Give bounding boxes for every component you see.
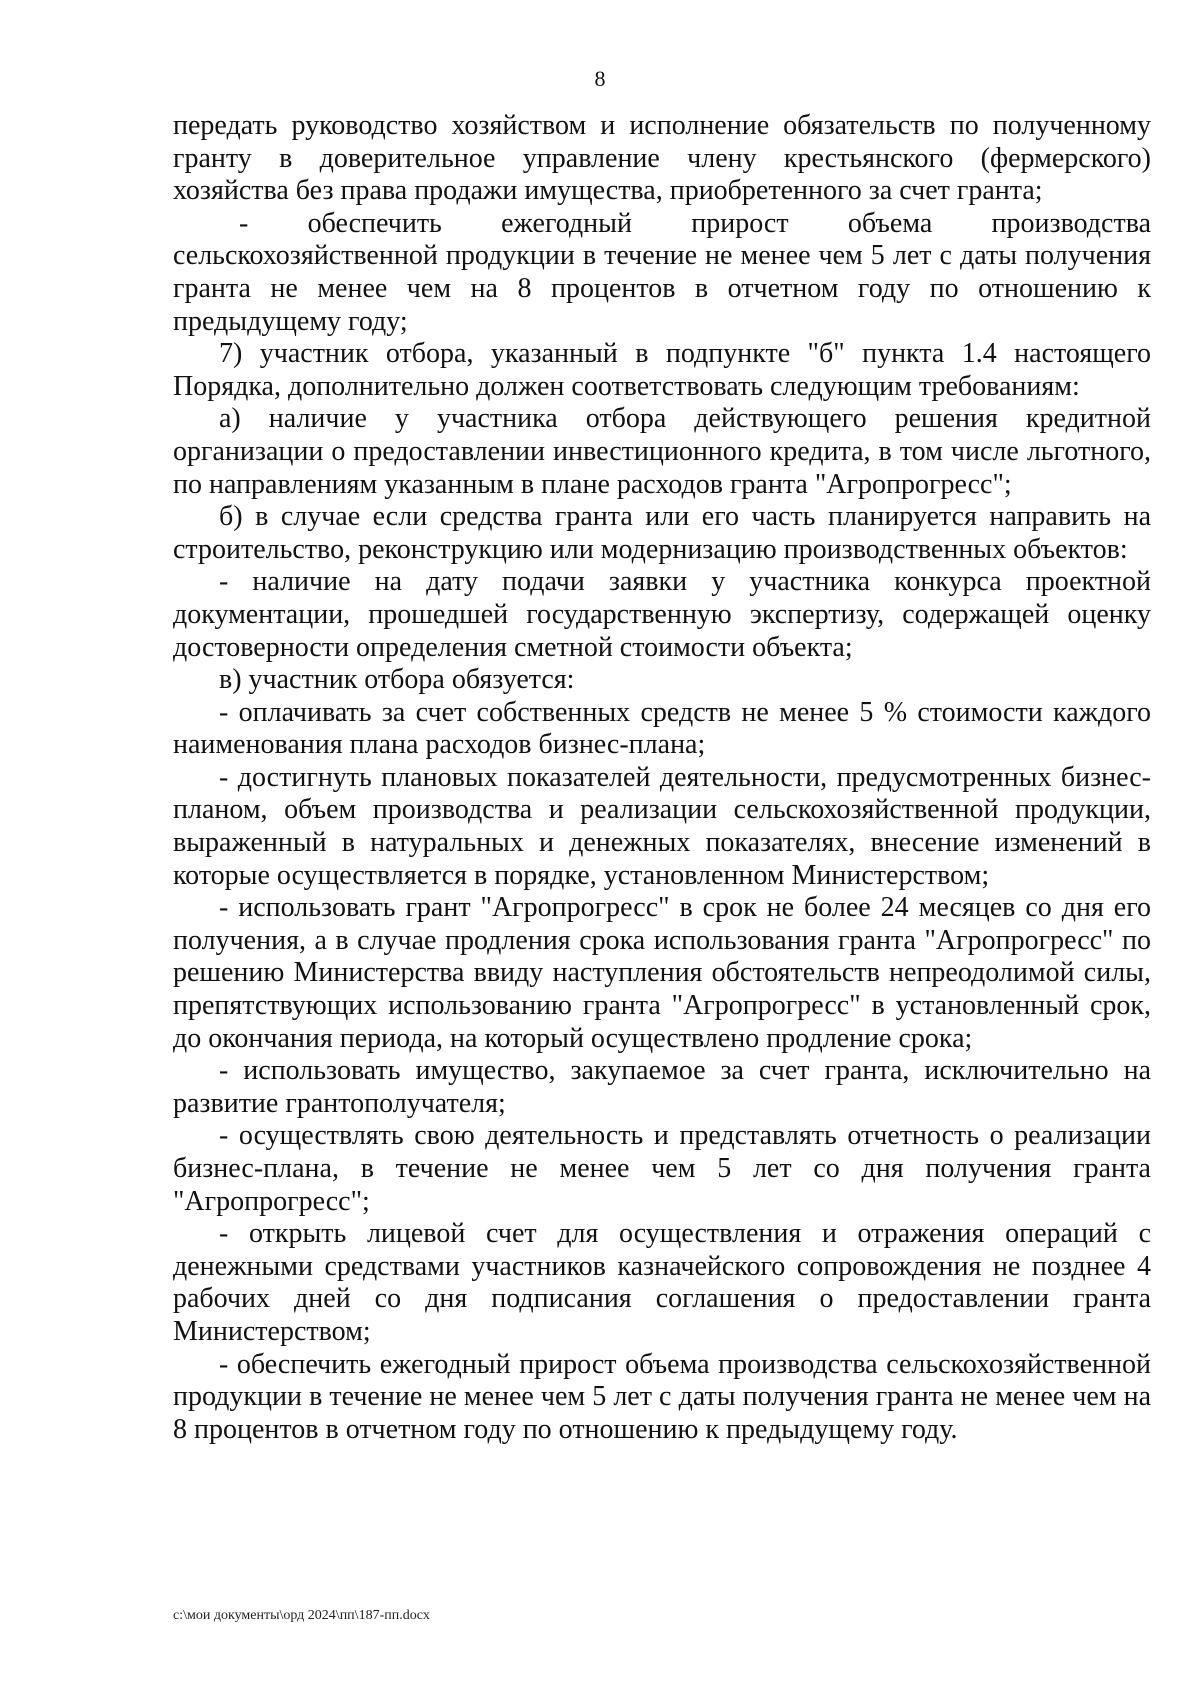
paragraph-4: а) наличие у участника отбора действующего решения кредитной организации о предоставлении инвестиционного кредита, в том числе льготного, по направлениям указанным в плане расходов гранта "Агропрогресс"; <box>173 403 1151 500</box>
paragraph-12: - осуществлять свою деятельность и представлять отчетность о реализации бизнес-плана, в течение не менее чем 5 лет со дня получения гранта "Агропрогресс"; <box>173 1120 1151 1217</box>
paragraph-8: - оплачивать за счет собственных средств не менее 5 % стоимости каждого наименования плана расходов бизнес-плана; <box>173 696 1151 761</box>
paragraph-3: 7) участник отбора, указанный в подпункте "б" пункта 1.4 настоящего Порядка, дополнительно должен соответствовать следующим требованиям: <box>173 338 1151 402</box>
paragraph-9: - достигнуть плановых показателей деятельности, предусмотренных бизнес-планом, объем производства и реализации сельскохозяйственной продукции, выраженный в натуральных и денежных показателях, внесение изменений в которые осуществляется в порядке, установленном Министерством; <box>173 761 1151 891</box>
page-number: 8 <box>594 66 606 91</box>
paragraph-14: - обеспечить ежегодный прирост объема производства сельскохозяйственной продукции в течение не менее чем 5 лет с даты получения гранта не менее чем на 8 процентов в отчетном году по отношению к предыдущему году. <box>173 1348 1151 1445</box>
paragraph-5: б) в случае если средства гранта или его часть планируется направить на строительство, реконструкцию или модернизацию производственных объектов: <box>173 501 1151 565</box>
paragraph-6: - наличие на дату подачи заявки у участника конкурса проектной документации, прошедшей государственную экспертизу, содержащей оценку достоверности определения сметной стоимости объекта; <box>173 566 1151 663</box>
file-path-footer: c:\мои документы\орд 2024\пп\187-пп.docx <box>173 1608 430 1623</box>
document-body <box>173 110 1151 1446</box>
paragraph-10: - использовать грант "Агропрогресс" в срок не более 24 месяцев со дня его получения, а в случае продления срока использования гранта "Агропрогресс" по решению Министерства ввиду наступления обстоятельств непреодолимой силы, препятствующих использованию гранта "Агропрогресс" в установленный срок, до окончания периода, на который осуществлено продление срока; <box>173 892 1151 1054</box>
paragraph-2: - обеспечить ежегодный прирост объема производства сельскохозяйственной продукции в течение не менее чем 5 лет с даты получения гранта не менее чем на 8 процентов в отчетном году по отношению к предыдущему году; <box>173 207 1151 337</box>
paragraph-11: - использовать имущество, закупаемое за счет гранта, исключительно на развитие грантополучателя; <box>173 1055 1151 1119</box>
paragraph-1: передать руководство хозяйством и исполнение обязательств по полученному гранту в доверительное управление члену крестьянского (фермерского) хозяйства без права продажи имущества, приобретенного за счет гранта; <box>173 110 1151 207</box>
paragraph-7: в) участник отбора обязуется: <box>219 664 575 696</box>
paragraph-13: - открыть лицевой счет для осуществления и отражения операций с денежными средствами участников казначейского сопровождения не позднее 4 рабочих дней со дня подписания соглашения о предоставлении гранта Министерством; <box>173 1218 1151 1347</box>
